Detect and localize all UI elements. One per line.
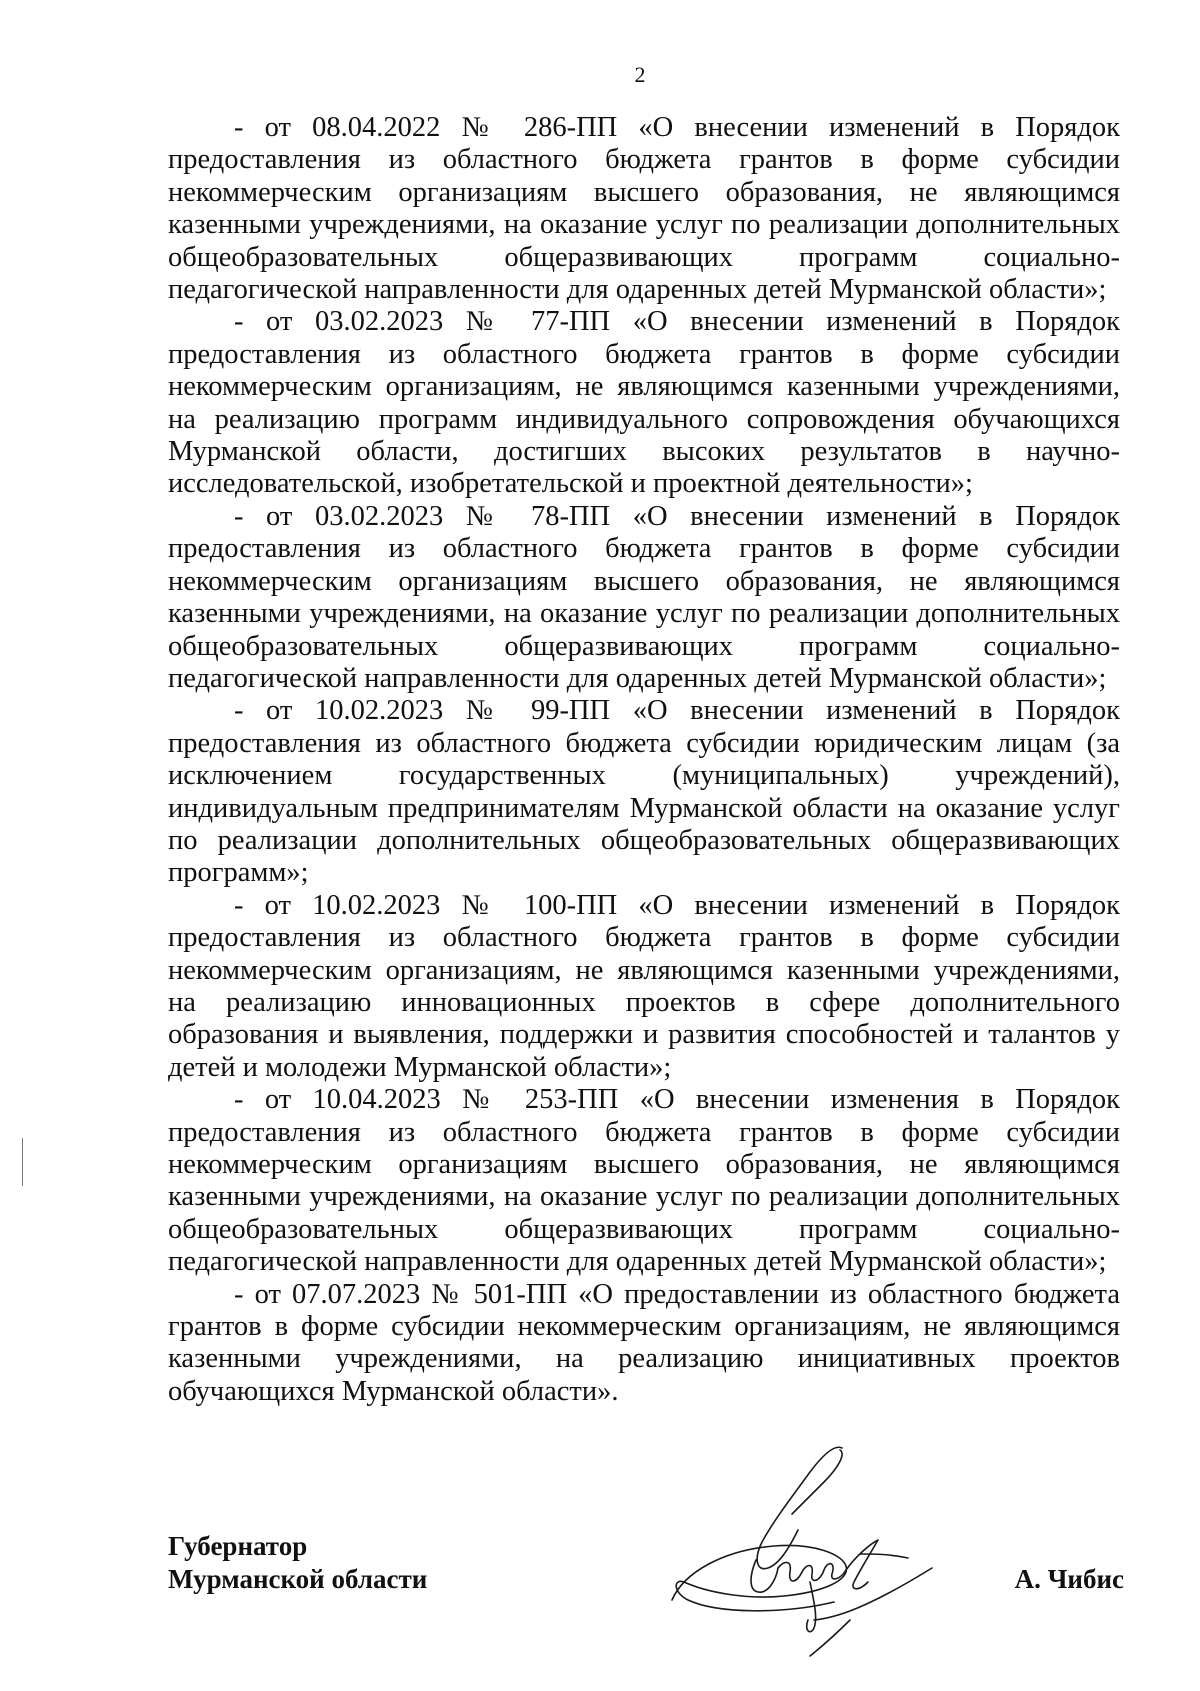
list-item: - от 10.02.2023 № 100-ПП «О внесении изменений в Порядок предоставления из областного бюджета грантов в форме субсидии некоммерческим организациям, не являющимся казенными учреждениями, на реализацию инновационных проектов в сфере дополнительного образования и выявления, поддержки и развития способностей и талантов у детей и молодежи Мурманской области»; (168, 889, 1120, 1083)
signer-title (168, 1530, 427, 1596)
list-item: - от 10.02.2023 № 99-ПП «О внесении изменений в Порядок предоставления из областного бюджета субсидии юридическим лицам (за исключением государственных (муниципальных) учреждений), индивидуальным предпринимателям Мурманской области на оказание услуг по реализации дополнительных общеобразовательных общеразвивающих программ»; (168, 695, 1120, 889)
document-body (168, 112, 1120, 1408)
list-item: - от 03.02.2023 № 77-ПП «О внесении изменений в Порядок предоставления из областного бюджета грантов в форме субсидии некоммерческим организациям, не являющимся казенными учреждениями, на реализацию программ индивидуального сопровождения обучающихся Мурманской области, достигших высоких результатов в научно-исследовательской, изобретательской и проектной деятельности»; (168, 306, 1120, 500)
signer-region: Мурманской области (168, 1564, 428, 1594)
signer-name: А. Чибис (1014, 1564, 1124, 1594)
page-number: 2 (634, 62, 646, 87)
list-item: - от 03.02.2023 № 78-ПП «О внесении изменений в Порядок предоставления из областного бюджета грантов в форме субсидии некоммерческим организациям высшего образования, не являющимся казенными учреждениями, на оказание услуг по реализации дополнительных общеобразовательных общеразвивающих программ социально-педагогической направленности для одаренных детей Мурманской области»; (168, 500, 1120, 694)
list-item: - от 08.04.2022 № 286-ПП «О внесении изменений в Порядок предоставления из областного бюджета грантов в форме субсидии некоммерческим организациям высшего образования, не являющимся казенными учреждениями, на оказание услуг по реализации дополнительных общеобразовательных общеразвивающих программ социально-педагогической направленности для одаренных детей Мурманской области»; (168, 112, 1120, 306)
scan-margin-mark (22, 1138, 23, 1186)
signature-block (168, 1530, 1128, 1690)
handwritten-signature (664, 1442, 944, 1662)
signer-position: Губернатор (168, 1531, 308, 1561)
list-item: - от 10.04.2023 № 253-ПП «О внесении изменения в Порядок предоставления из областного бюджета грантов в форме субсидии некоммерческим организациям высшего образования, не являющимся казенными учреждениями, на оказание услуг по реализации дополнительных общеобразовательных общеразвивающих программ социально-педагогической направленности для одаренных детей Мурманской области»; (168, 1084, 1120, 1278)
list-item: - от 07.07.2023 № 501-ПП «О предоставлении из областного бюджета грантов в форме субсидии некоммерческим организациям, не являющимся казенными учреждениями, на реализацию инициативных проектов обучающихся Мурманской области». (168, 1278, 1120, 1407)
